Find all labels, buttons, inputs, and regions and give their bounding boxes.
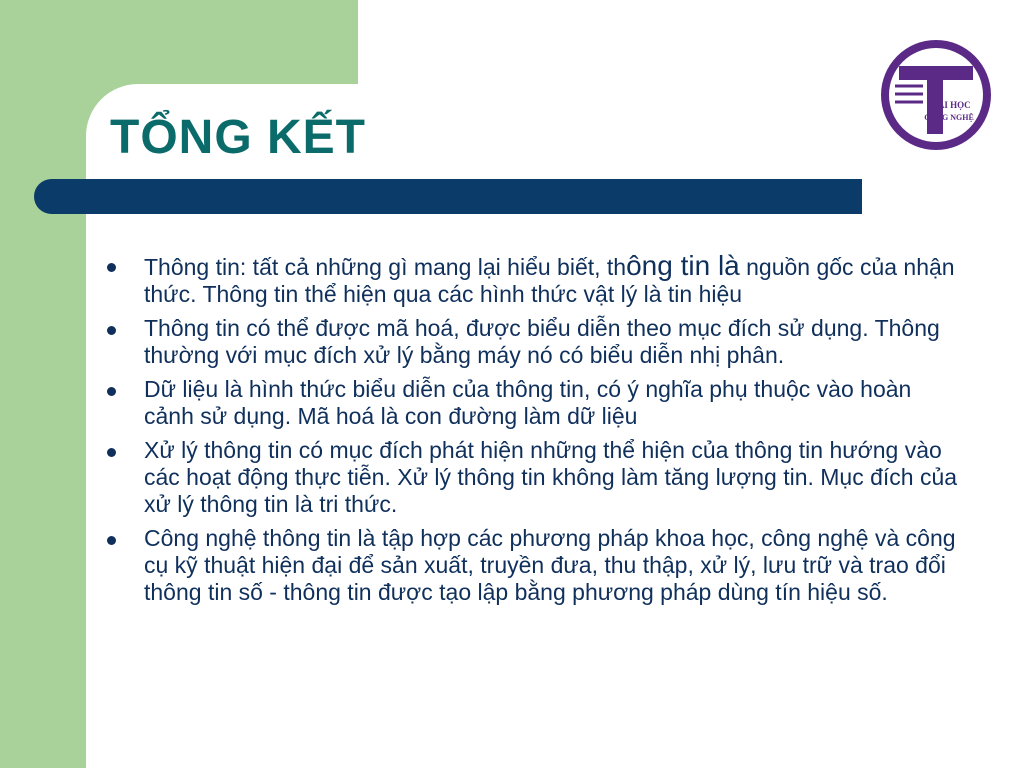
bullet-dot-icon [107,326,116,335]
bullet-text: Công nghệ thông tin là tập hợp các phương pháp khoa học, công nghệ và công cụ kỹ thuật hiện đại để sản xuất, truyền đưa, thu thập, xử lý, lưu trữ và trao đổi thông tin số - thông tin được tạo lập bằng phương pháp dùng tín hiệu số. [144,525,956,605]
bullet-dot-icon [107,263,116,272]
bullet-text: Xử lý thông tin có mục đích phát hiện những thể hiện của thông tin hướng vào các hoạt động thực tiễn. Xử lý thông tin không làm tăng lượng tin. Mục đích của xử lý thông tin là tri thức. [144,437,958,517]
bullet-item [104,525,964,606]
bullet-text: Thông tin có thể được mã hoá, được biểu diễn theo mục đích sử dụng. Thông thường với mục đích xử lý bằng máy nó có biểu diễn nhị phân. [144,315,940,368]
bullet-item [104,252,964,308]
university-logo-icon [879,38,993,152]
bullet-text: Thông tin: tất cả những gì mang lại hiểu biết, th [144,254,627,280]
bullet-text: Dữ liệu là hình thức biểu diễn của thông tin, có ý nghĩa phụ thuộc vào hoàn cảnh sử dụng. Mã hoá là con đường làm dữ liệu [144,376,912,429]
bullet-text-large: ông tin là [626,250,740,281]
logo-text-line1: ĐẠI HỌC [931,100,971,110]
bullet-item [104,437,964,518]
logo-text-line2: CÔNG NGHỆ [924,113,974,122]
slide-title: TỔNG KẾT [110,111,366,164]
bullet-item [104,315,964,369]
title-underline-bar [34,179,862,214]
bullet-list [104,252,964,613]
bullet-dot-icon [107,387,116,396]
bullet-item [104,376,964,430]
bullet-text: nguồn gốc của nhận thức. Thông tin thể hiện qua các hình thức vật lý là tin hiệu [144,254,955,307]
bullet-dot-icon [107,448,116,457]
bullet-dot-icon [107,536,116,545]
